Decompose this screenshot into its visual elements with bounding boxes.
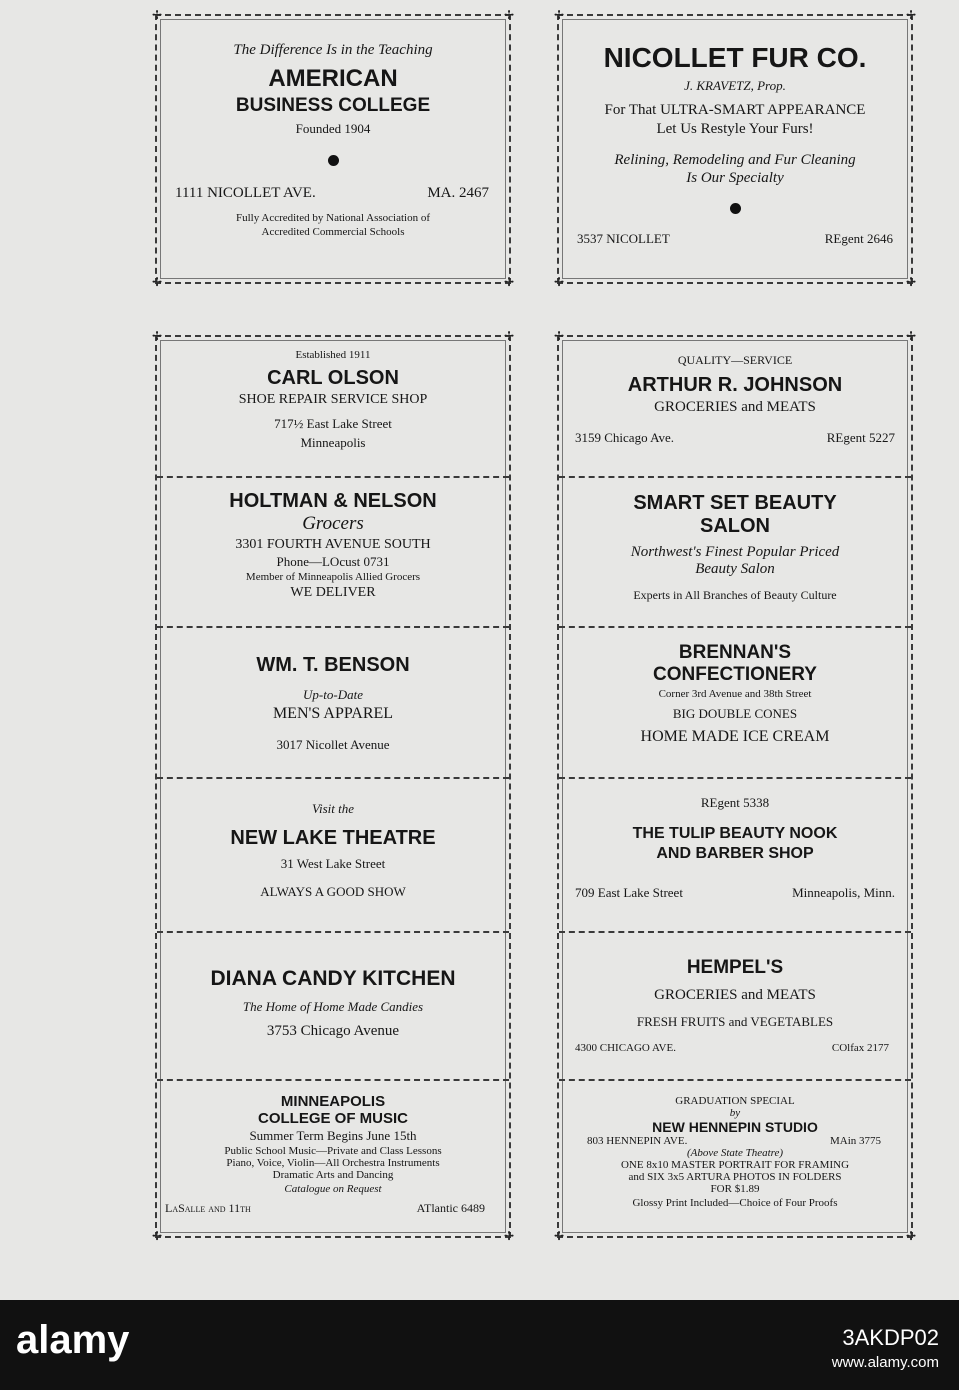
proprietor: J. KRAVETZ, Prop. [684,78,786,93]
service: SHOE REPAIR SERVICE SHOP [238,392,428,407]
corner-ornament: ✢ [152,8,163,22]
ad-stack-left [152,329,515,1243]
ad-tulip-beauty-nook [559,779,911,929]
corner-ornament: ✢ [152,329,163,343]
address: 709 East Lake Street [575,885,683,900]
ad-name: ARTHUR R. JOHNSON [627,374,843,396]
address: 3537 NICOLLET [577,231,670,246]
address: 4300 CHICAGO AVE. [575,1042,676,1054]
tagline: QUALITY—SERVICE [677,353,793,367]
ice-cream: HOME MADE ICE CREAM [640,728,830,745]
corner-ornament: ✢ [504,275,515,289]
corner-ornament: ✢ [906,1229,917,1243]
ad-name: NICOLLET FUR CO. [603,42,867,73]
specialty-line1: Relining, Remodeling and Fur Cleaning [614,152,856,168]
subtitle: Up-to-Date [303,687,363,702]
address: 1111 NICOLLET AVE. [175,185,316,201]
ad-diana-candy-kitchen [157,933,509,1079]
location-note: (Above State Theatre) [686,1147,784,1159]
ad-new-lake-theatre [157,779,509,929]
tagline: The Difference Is in the Teaching [233,42,433,58]
specialty-line2: Is Our Specialty [686,170,784,186]
image-id: 3AKDP02 [842,1325,939,1350]
ad-nicollet-fur-co [554,8,917,289]
ad-name: WM. T. BENSON [256,654,410,676]
ad-arthur-r-johnson [559,337,911,477]
subtitle: GROCERIES and MEATS [654,399,816,415]
offer-note: Glossy Print Included—Choice of Four Proofs [632,1197,838,1209]
tagline-line2: Beauty Salon [695,561,775,577]
ad-name: NEW HENNEPIN STUDIO [652,1119,818,1135]
corner-ornament: ✢ [906,329,917,343]
address: 3753 Chicago Avenue [266,1023,400,1039]
ad-name: CARL OLSON [267,367,399,389]
accreditation-line2: Accredited Commercial Schools [261,226,405,238]
ad-name: SMART SET BEAUTY [633,492,837,514]
subtitle: The Home of Home Made Candies [242,999,424,1014]
ad-wm-t-benson [157,628,509,776]
visit: Visit the [311,801,354,816]
cones: BIG DOUBLE CONES [672,706,798,721]
watermark-footer [0,1300,959,1390]
bullet-dot-icon [328,155,339,166]
by: by [729,1107,741,1119]
corner-ornament: ✢ [504,329,515,343]
address: 3017 Nicollet Avenue [276,737,390,752]
ad-name: MINNEAPOLIS [280,1093,386,1110]
offerings-line2: Piano, Voice, Violin—All Orchestra Instruments [226,1157,440,1169]
corner-ornament: ✢ [554,8,565,22]
ad-name: HEMPEL'S [686,957,784,978]
location: Corner 3rd Avenue and 38th Street [658,688,812,700]
bullet-dot-icon [730,203,741,214]
corner-ornament: ✢ [152,275,163,289]
phone: REgent 5227 [826,430,895,445]
phone: REgent 5338 [700,795,770,810]
corner-ornament: ✢ [504,8,515,22]
ad-brennans-confectionery [559,628,911,776]
ad-name: DIANA CANDY KITCHEN [210,967,456,990]
ad-carl-olson [157,337,509,477]
watermark-logo: alamy [16,1318,130,1362]
address: 717½ East Lake Street [274,416,392,431]
address: 3301 FOURTH AVENUE SOUTH [235,537,431,552]
accreditation-line1: Fully Accredited by National Association of [236,212,430,224]
phone: ATlantic 6489 [416,1201,485,1215]
ad-holtman-nelson [157,478,509,626]
ad-name-line2: SALON [700,515,770,537]
corner-ornament: ✢ [554,1229,565,1243]
tagline: GRADUATION SPECIAL [675,1095,795,1107]
ad-minneapolis-college-of-music [157,1081,509,1237]
corner-ornament: ✢ [906,275,917,289]
apparel: MEN'S APPAREL [272,705,394,722]
ad-name-line2: BUSINESS COLLEGE [235,95,431,116]
phone: MA. 2467 [427,185,489,201]
phone: Phone—LOcust 0731 [276,554,390,569]
catalogue: Catalogue on Request [284,1183,382,1195]
fresh-produce: FRESH FRUITS and VEGETABLES [636,1014,834,1029]
delivery: WE DELIVER [290,585,376,600]
offerings-line3: Dramatic Arts and Dancing [272,1169,394,1181]
ad-hempels [559,933,911,1079]
established: Established 1911 [295,349,371,361]
offer-price: FOR $1.89 [710,1183,760,1195]
summer-term: Summer Term Begins June 15th [249,1128,417,1143]
slogan: ALWAYS A GOOD SHOW [260,884,406,899]
phone: COlfax 2177 [831,1042,889,1054]
experts: Experts in All Branches of Beauty Culture [633,588,837,602]
corner-ornament: ✢ [152,1229,163,1243]
address: LaSalle and 11th [165,1201,251,1215]
corner-ornament: ✢ [504,1229,515,1243]
ad-stack-right [554,329,917,1243]
address: 3159 Chicago Ave. [575,430,675,445]
ad-smart-set-beauty-salon [559,478,911,626]
subtitle: GROCERIES and MEATS [654,987,816,1003]
city: Minneapolis, Minn. [792,885,895,900]
phone: REgent 2646 [824,231,893,246]
address: 31 West Lake Street [280,856,386,871]
tagline-line1: Northwest's Finest Popular Priced [630,544,840,560]
offer-line2: and SIX 3x5 ARTURA PHOTOS IN FOLDERS [628,1171,842,1183]
founded: Founded 1904 [295,121,371,136]
slogan-line2: Let Us Restyle Your Furs! [656,121,814,137]
ad-name: NEW LAKE THEATRE [230,827,436,849]
offerings-line1: Public School Music—Private and Class Lessons [224,1145,442,1157]
phone: MAin 3775 [829,1135,881,1147]
membership: Member of Minneapolis Allied Grocers [245,571,421,583]
corner-ornament: ✢ [554,275,565,289]
ad-name-line2: CONFECTIONERY [653,664,817,685]
ad-american-business-college [152,8,515,289]
corner-ornament: ✢ [554,329,565,343]
ad-name: HOLTMAN & NELSON [229,490,437,512]
ad-name: BRENNAN'S [678,642,792,663]
ad-new-hennepin-studio [559,1081,911,1237]
ad-name-line2: AND BARBER SHOP [656,845,814,862]
offer-line1: ONE 8x10 MASTER PORTRAIT FOR FRAMING [620,1159,850,1171]
ad-name-line2: COLLEGE OF MUSIC [258,1110,408,1127]
ad-name: AMERICAN [268,65,398,92]
city: Minneapolis [300,435,366,450]
address: 803 HENNEPIN AVE. [587,1135,688,1147]
ad-name: THE TULIP BEAUTY NOOK [632,825,838,842]
slogan-line1: For That ULTRA-SMART APPEARANCE [604,102,866,118]
corner-ornament: ✢ [906,8,917,22]
subtitle: Grocers [302,513,364,534]
footer-url: www.alamy.com [831,1354,939,1371]
